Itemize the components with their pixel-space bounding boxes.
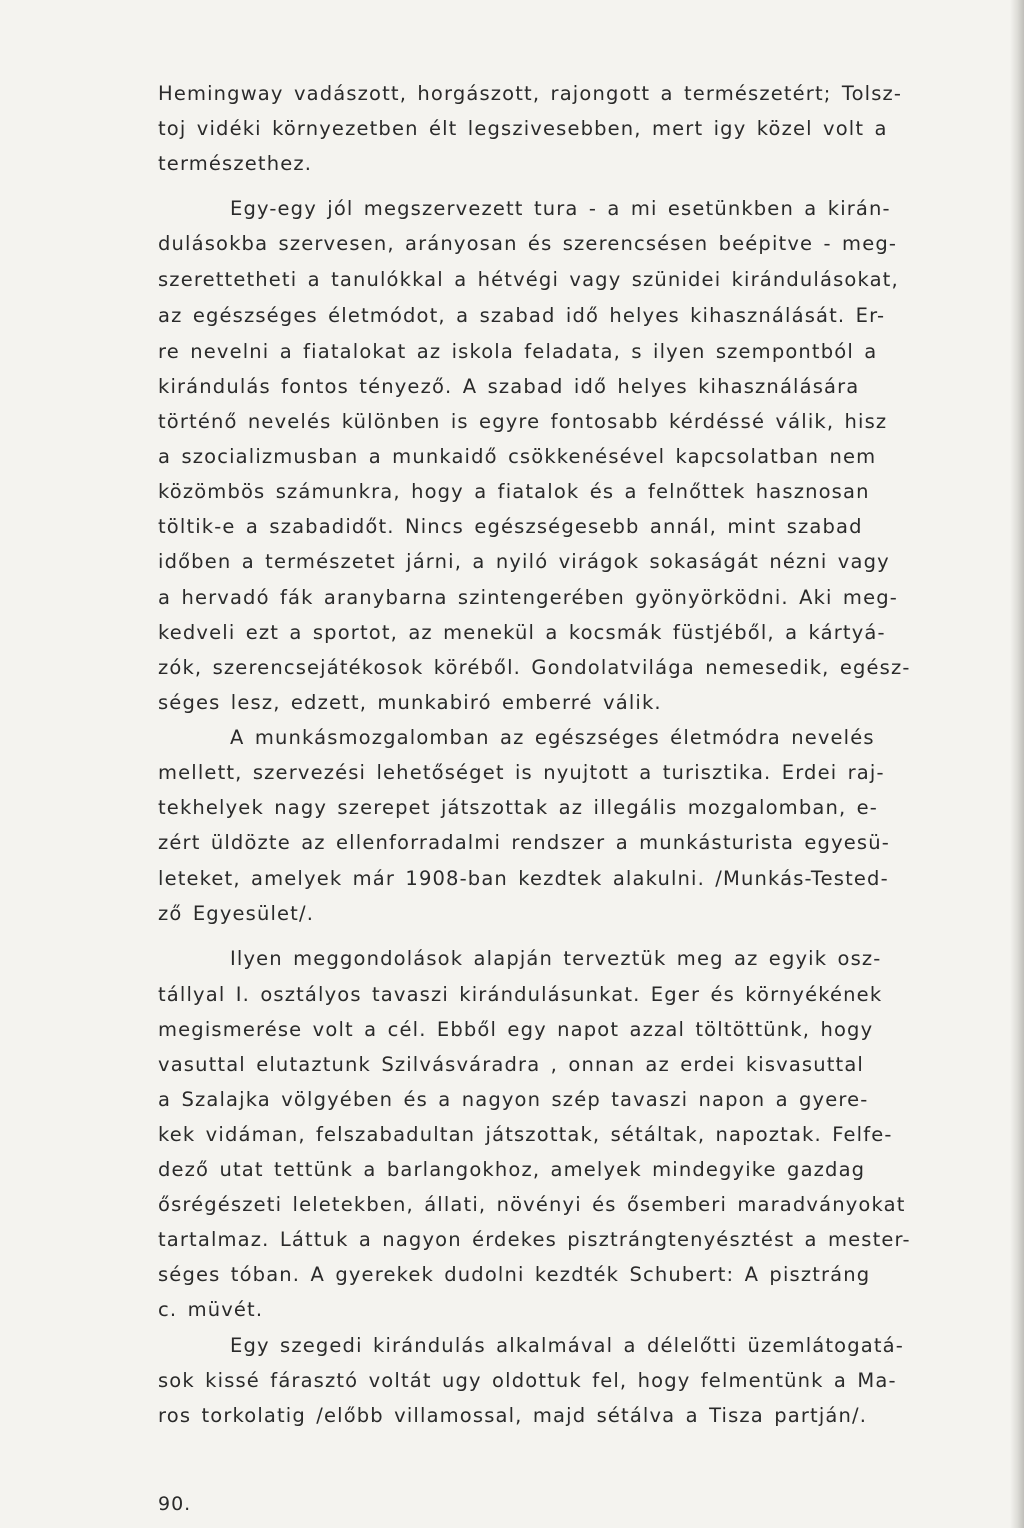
text-line: c. müvét.: [158, 1298, 264, 1321]
text-line: toj vidéki környezetben élt legszivesebben, mert igy közel volt a: [158, 117, 888, 140]
text-line: a szocializmusban a munkaidő csökkenésével kapcsolatban nem: [158, 445, 877, 468]
text-line: tállyal I. osztályos tavaszi kirándulásunkat. Eger és környékének: [158, 983, 883, 1006]
text-line: tekhelyek nagy szerepet játszottak az illegális mozgalomban, e-: [158, 796, 878, 819]
text-line: Egy-egy jól megszervezett tura - a mi esetünkben a kirán-: [230, 197, 891, 220]
text-line: ző Egyesület/.: [158, 902, 315, 925]
text-line: ros torkolatig /előbb villamossal, majd sétálva a Tisza partján/.: [158, 1404, 868, 1427]
text-line: időben a természetet járni, a nyiló virágok sokaságát nézni vagy: [158, 550, 890, 573]
text-line: Ilyen meggondolások alapján terveztük meg az egyik osz-: [230, 947, 882, 970]
text-line: séges tóban. A gyerekek dudolni kezdték Schubert: A pisztráng: [158, 1263, 871, 1286]
text-line: zért üldözte az ellenforradalmi rendszer a munkásturista egyesü-: [158, 831, 890, 854]
text-line: történő nevelés különben is egyre fontosabb kérdéssé válik, hisz: [158, 410, 888, 433]
text-line: Hemingway vadászott, horgászott, rajongott a természetért; Tolsz-: [158, 82, 903, 105]
text-line: mellett, szervezési lehetőséget is nyujtott a turisztika. Erdei raj-: [158, 761, 885, 784]
text-line: az egészséges életmódot, a szabad idő helyes kihasználását. Er-: [158, 304, 886, 327]
text-line: ősrégészeti leletekben, állati, növényi és ősemberi maradványokat: [158, 1193, 906, 1216]
text-line: kek vidáman, felszabadultan játszottak, sétáltak, napoztak. Felfe-: [158, 1123, 893, 1146]
text-line: kedveli ezt a sportot, az menekül a kocsmák füstjéből, a kártyá-: [158, 621, 886, 644]
text-line: sok kissé fárasztó voltát ugy oldottuk fel, hogy felmentünk a Ma-: [158, 1369, 897, 1392]
page-edge-shadow: [1010, 0, 1024, 1528]
text-line: a Szalajka völgyében és a nagyon szép tavaszi napon a gyere-: [158, 1088, 869, 1111]
text-line: töltik-e a szabadidőt. Nincs egészségesebb annál, mint szabad: [158, 515, 863, 538]
text-line: tartalmaz. Láttuk a nagyon érdekes pisztrángtenyésztést a mester-: [158, 1228, 911, 1251]
text-line: dulásokba szervesen, arányosan és szerencsésen beépitve - meg-: [158, 232, 898, 255]
text-line: leteket, amelyek már 1908-ban kezdtek alakulni. /Munkás-Tested-: [158, 867, 889, 890]
text-line: kirándulás fontos tényező. A szabad idő helyes kihasználására: [158, 375, 860, 398]
text-line: séges lesz, edzett, munkabiró emberré válik.: [158, 691, 662, 714]
text-line: re nevelni a fiatalokat az iskola feladata, s ilyen szempontból a: [158, 340, 878, 363]
text-line: szerettetheti a tanulókkal a hétvégi vagy szünidei kirándulásokat,: [158, 268, 899, 291]
text-line: A munkásmozgalomban az egészséges életmódra nevelés: [230, 726, 875, 749]
text-line: dező utat tettünk a barlangokhoz, amelyek mindegyike gazdag: [158, 1158, 866, 1181]
text-line: természethez.: [158, 152, 313, 175]
page-number: 90.: [158, 1493, 192, 1515]
text-line: megismerése volt a cél. Ebből egy napot azzal töltöttünk, hogy: [158, 1018, 874, 1041]
text-line: zók, szerencsejátékosok köréből. Gondolatvilága nemesedik, egész-: [158, 656, 911, 679]
text-line: Egy szegedi kirándulás alkalmával a délelőtti üzemlátogatá-: [230, 1334, 904, 1357]
text-line: vasuttal elutaztunk Szilvásváradra , onnan az erdei kisvasuttal: [158, 1053, 865, 1076]
text-line: a hervadó fák aranybarna szintengerében gyönyörködni. Aki meg-: [158, 586, 898, 609]
text-line: közömbös számunkra, hogy a fiatalok és a felnőttek hasznosan: [158, 480, 870, 503]
